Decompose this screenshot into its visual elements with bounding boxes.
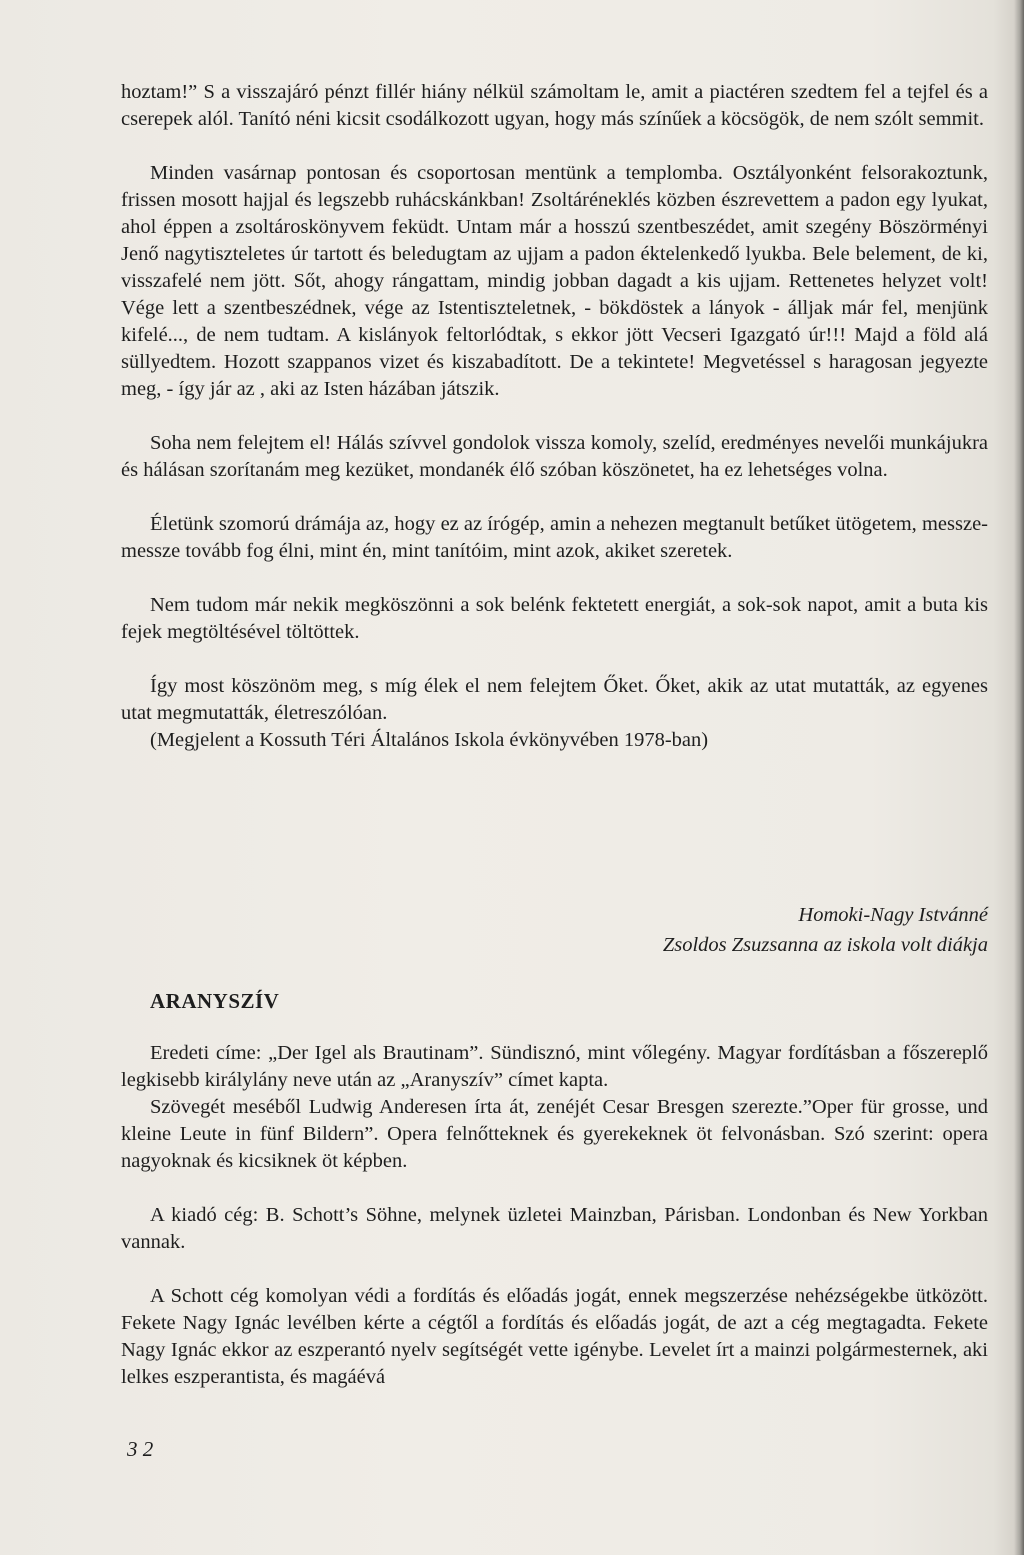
- paragraph-2: Minden vasárnap pontosan és csoportosan mentünk a templomba. Osztályonként felsorakoztunk, frissen mosott hajjal és legszebb ruhácskánkban! Zsoltáréneklés közben észrevettem a padon egy lyukat, ahol éppen a zsoltároskönyvem feküdt. Untam már a hosszú szentbeszédet, amit szegény Böszörményi Jenő nagytiszteletes úr tartott és beledugtam az ujjam a padon éktelenkedő lyukba. Bele belement, de ki, visszafelé nem jött. Sőt, ahogy rángattam, mindig jobban dagadt a kis ujjam. Rettenetes helyzet volt! Vége lett a szentbeszédnek, vége az Istentiszteletnek, - bökdöstek a lányok - álljak már fel, menjünk kifelé..., de nem tudtam. A kislányok feltorlódtak, s ekkor jött Vecseri Igazgató úr!!! Majd a föld alá süllyedtem. Hozott szappanos vizet és kiszabadított. De a tekintete! Megvetéssel s haragosan jegyezte meg, - így jár az , aki az Isten házában játszik.: [121, 162, 988, 400]
- paragraph-1: hoztam!” S a visszajáró pénzt fillér hiány nélkül számoltam le, amit a piactéren szedtem fel a tejfel és a cserepek alól. Tanító néni kicsit csodálkozott ugyan, hogy más színűek a köcsögök, de nem szólt semmit.: [121, 81, 988, 130]
- paragraph-gap: [121, 133, 988, 160]
- article-body-bottom: [121, 1040, 988, 1391]
- page-number: 3 2: [127, 1437, 154, 1461]
- paragraph-gap: [121, 403, 988, 430]
- publication-note: (Megjelent a Kossuth Téri Általános Iskola évkönyvében 1978-ban): [150, 729, 709, 751]
- paragraph-7: Eredeti címe: „Der Igel als Brautinam”. Sündisznó, mint vőlegény. Magyar fordításban a főszereplő legkisebb királylány neve után az „Aranyszív” címet kapta.: [121, 1042, 988, 1091]
- paragraph-9: A kiadó cég: B. Schott’s Söhne, melynek üzletei Mainzban, Párisban. Londonban és New Yorkban vannak.: [121, 1204, 988, 1253]
- paragraph-gap: [121, 484, 988, 511]
- paragraph-5: Nem tudom már nekik megköszönni a sok belénk fektetett energiát, a sok-sok napot, amit a buta kis fejek megtöltésével töltöttek.: [121, 594, 988, 643]
- paragraph-gap: [121, 1175, 988, 1202]
- author-description: Zsoldos Zsuzsanna az iskola volt diákja: [662, 934, 988, 956]
- article-body-top: [121, 79, 988, 754]
- paragraph-10: A Schott cég komolyan védi a fordítás és előadás jogát, ennek megszerzése nehézségekbe ütközött. Fekete Nagy Ignác levélben kérte a cégtől a fordítás és előadás jogát, de azt a cég megtagadta. Fekete Nagy Ignác ekkor az eszperantó nyelv segítségét vette igénybe. Levelet írt a mainzi polgármesternek, aki lelkes eszperantista, és magáévá: [121, 1285, 988, 1388]
- paragraph-4: Életünk szomorú drámája az, hogy ez az írógép, amin a nehezen megtanult betűket ütögetem, messze-messze tovább fog élni, mint én, mint tanítóim, mint azok, akiket szeretek.: [121, 513, 988, 562]
- paragraph-gap: [121, 565, 988, 592]
- paragraph-6: Így most köszönöm meg, s míg élek el nem felejtem Őket. Őket, akik az utat mutatták, az egyenes utat megmutatták, életreszólóan.: [121, 675, 988, 724]
- paragraph-gap: [121, 1256, 988, 1283]
- author-name: Homoki-Nagy Istvánné: [798, 904, 988, 926]
- page-edge-shadow: [1014, 0, 1024, 1555]
- paragraph-gap: [121, 646, 988, 673]
- paragraph-8: Szövegét meséből Ludwig Anderesen írta át, zenéjét Cesar Bresgen szerezte.”Oper für grosse, und kleine Leute in fünf Bildern”. Opera felnőtteknek és gyerekeknek öt felvonásban. Szó szerint: opera nagyoknak és kicsiknek öt képben.: [121, 1096, 988, 1172]
- author-signature: [663, 900, 988, 960]
- paragraph-3: Soha nem felejtem el! Hálás szívvel gondolok vissza komoly, szelíd, eredményes nevelői munkájukra és hálásan szorítanám meg kezüket, mondanék élő szóban köszönetet, ha ez lehetséges volna.: [121, 432, 988, 481]
- section-heading: ARANYSZÍV: [150, 989, 280, 1013]
